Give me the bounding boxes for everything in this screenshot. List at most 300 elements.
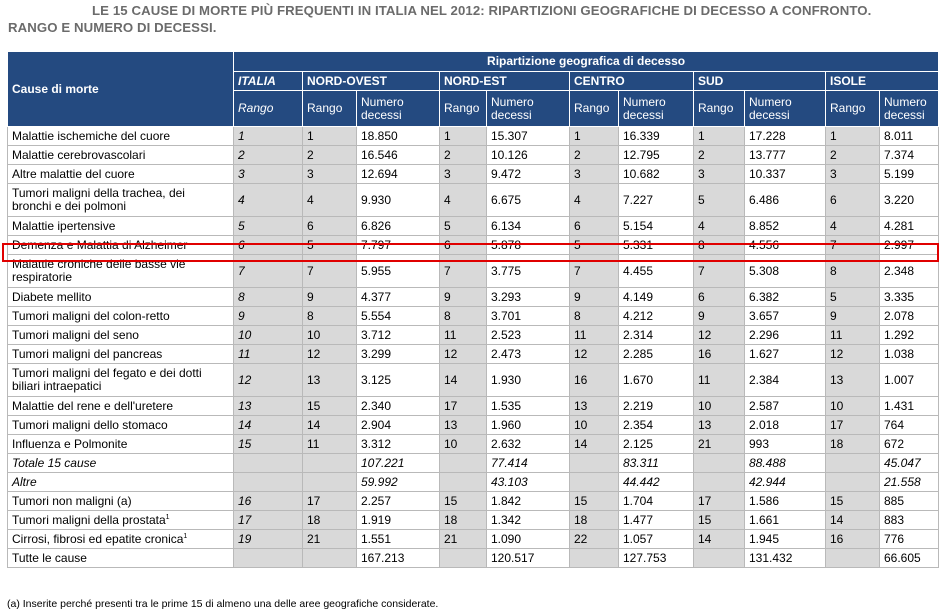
rank-cell: 3 [303,165,357,184]
cause-cell: Diabete mellito [8,288,234,307]
rank-cell: 17 [694,492,745,511]
rank-cell: 15 [303,397,357,416]
rank-cell [303,473,357,492]
italia-rank-cell [234,473,303,492]
rank-cell [440,473,487,492]
table-row [8,473,939,492]
cause-cell: Tumori maligni del fegato e dei dotti biliari intraepatici [8,364,234,397]
rank-cell: 9 [303,288,357,307]
header-rango: Rango [694,91,745,127]
rank-cell: 5 [570,236,619,255]
deaths-cell: 6.675 [487,184,570,217]
rank-cell: 14 [303,416,357,435]
rank-cell: 10 [826,397,880,416]
rank-cell: 2 [440,146,487,165]
header-numero-decessi [619,91,694,127]
header-rango: Rango [570,91,619,127]
header-numero-line2: decessi [884,107,925,122]
rank-cell: 3 [440,165,487,184]
deaths-cell: 1.919 [357,511,440,530]
rank-cell: 7 [570,255,619,288]
rank-cell [694,473,745,492]
title-line-1: LE 15 CAUSE DI MORTE PIÙ FREQUENTI IN ITALIA NEL 2012: RIPARTIZIONI GEOGRAFICHE DI DECESSO A CONFRONTO. [92,3,872,18]
rank-cell [440,549,487,568]
deaths-cell: 8.011 [880,127,939,146]
rank-cell: 13 [440,416,487,435]
rank-cell: 15 [694,511,745,530]
header-numero-line1: Numero [491,94,534,109]
rank-cell: 9 [826,307,880,326]
deaths-cell: 6.382 [745,288,826,307]
rank-cell: 10 [440,435,487,454]
rank-cell: 17 [826,416,880,435]
rank-cell: 4 [440,184,487,217]
italia-rank-cell: 19 [234,530,303,549]
italia-rank-cell: 4 [234,184,303,217]
table-row [8,345,939,364]
deaths-cell: 3.312 [357,435,440,454]
rank-cell: 12 [303,345,357,364]
deaths-cell: 7.374 [880,146,939,165]
deaths-cell: 2.314 [619,326,694,345]
rank-cell: 9 [440,288,487,307]
deaths-cell: 4.281 [880,217,939,236]
deaths-cell: 2.904 [357,416,440,435]
deaths-cell: 3.775 [487,255,570,288]
deaths-cell: 3.712 [357,326,440,345]
italia-rank-cell: 5 [234,217,303,236]
deaths-cell: 2.125 [619,435,694,454]
header-numero-line2: decessi [491,107,532,122]
rank-cell: 5 [826,288,880,307]
rank-cell: 4 [570,184,619,217]
header-numero-line2: decessi [749,107,790,122]
causes-of-death-table [7,51,939,568]
deaths-cell: 59.992 [357,473,440,492]
cause-cell: Tumori maligni dello stomaco [8,416,234,435]
rank-cell: 3 [570,165,619,184]
rank-cell: 13 [570,397,619,416]
header-numero-line1: Numero [884,94,927,109]
deaths-cell: 42.944 [745,473,826,492]
rank-cell [826,473,880,492]
rank-cell: 3 [694,165,745,184]
rank-cell: 15 [440,492,487,511]
rank-cell: 11 [826,326,880,345]
deaths-cell: 4.556 [745,236,826,255]
deaths-cell: 1.007 [880,364,939,397]
italia-rank-cell [234,454,303,473]
deaths-cell: 8.852 [745,217,826,236]
table-row [8,364,939,397]
deaths-cell: 5.955 [357,255,440,288]
rank-cell: 15 [826,492,880,511]
deaths-cell: 764 [880,416,939,435]
rank-cell: 8 [570,307,619,326]
italia-rank-cell: 1 [234,127,303,146]
deaths-cell: 2.384 [745,364,826,397]
italia-rank-cell: 12 [234,364,303,397]
deaths-cell: 1.090 [487,530,570,549]
rank-cell: 22 [570,530,619,549]
deaths-cell: 4.149 [619,288,694,307]
deaths-cell: 3.293 [487,288,570,307]
rank-cell: 1 [826,127,880,146]
rank-cell: 18 [303,511,357,530]
cause-cell: Tumori maligni del seno [8,326,234,345]
italia-rank-cell: 13 [234,397,303,416]
deaths-cell: 2.018 [745,416,826,435]
rank-cell: 15 [570,492,619,511]
deaths-cell: 21.558 [880,473,939,492]
header-numero-decessi [487,91,570,127]
cause-cell: Tumori maligni del pancreas [8,345,234,364]
deaths-cell: 77.414 [487,454,570,473]
rank-cell: 7 [826,236,880,255]
rank-cell [694,454,745,473]
deaths-cell: 672 [880,435,939,454]
table-row [8,492,939,511]
rank-cell [826,549,880,568]
deaths-cell: 9.472 [487,165,570,184]
header-group: Ripartizione geografica di decesso [234,52,939,72]
deaths-cell: 1.535 [487,397,570,416]
deaths-cell: 2.997 [880,236,939,255]
italia-rank-cell: 7 [234,255,303,288]
rank-cell: 8 [694,236,745,255]
deaths-cell: 5.554 [357,307,440,326]
table-row [8,255,939,288]
rank-cell: 8 [440,307,487,326]
deaths-cell: 1.586 [745,492,826,511]
deaths-cell: 5.878 [487,236,570,255]
rank-cell: 6 [694,288,745,307]
rank-cell: 6 [303,217,357,236]
deaths-cell: 12.694 [357,165,440,184]
deaths-cell: 2.348 [880,255,939,288]
cause-cell: Influenza e Polmonite [8,435,234,454]
deaths-cell: 2.257 [357,492,440,511]
rank-cell: 8 [303,307,357,326]
header-numero-decessi [745,91,826,127]
deaths-cell: 776 [880,530,939,549]
rank-cell: 16 [570,364,619,397]
header-numero-decessi [357,91,440,127]
deaths-cell: 3.125 [357,364,440,397]
rank-cell [440,454,487,473]
deaths-cell: 4.455 [619,255,694,288]
deaths-cell: 3.220 [880,184,939,217]
deaths-cell: 2.078 [880,307,939,326]
deaths-cell: 7.797 [357,236,440,255]
deaths-cell: 2.296 [745,326,826,345]
italia-rank-cell: 16 [234,492,303,511]
rank-cell: 6 [440,236,487,255]
italia-rank-cell: 2 [234,146,303,165]
rank-cell: 7 [440,255,487,288]
footnote: (a) Inserite perché presenti tra le prime 15 di almeno una delle aree geografiche considerate. [7,598,439,610]
rank-cell [570,473,619,492]
rank-cell: 12 [440,345,487,364]
deaths-cell: 10.682 [619,165,694,184]
rank-cell: 10 [694,397,745,416]
deaths-cell: 1.627 [745,345,826,364]
deaths-cell: 1.661 [745,511,826,530]
rank-cell: 9 [570,288,619,307]
deaths-cell: 1.670 [619,364,694,397]
rank-cell: 5 [440,217,487,236]
table-row [8,127,939,146]
deaths-cell: 5.331 [619,236,694,255]
deaths-cell: 1.057 [619,530,694,549]
cause-cell: Tutte le cause [8,549,234,568]
rank-cell: 7 [694,255,745,288]
rank-cell: 1 [570,127,619,146]
deaths-cell: 107.221 [357,454,440,473]
deaths-cell: 127.753 [619,549,694,568]
rank-cell [303,454,357,473]
deaths-cell: 17.228 [745,127,826,146]
deaths-cell: 1.960 [487,416,570,435]
rank-cell: 13 [694,416,745,435]
deaths-cell: 6.826 [357,217,440,236]
document-title [8,2,938,36]
deaths-cell: 120.517 [487,549,570,568]
deaths-cell: 45.047 [880,454,939,473]
rank-cell: 3 [826,165,880,184]
rank-cell: 17 [440,397,487,416]
deaths-cell: 993 [745,435,826,454]
italia-rank-cell [234,549,303,568]
italia-rank-cell: 10 [234,326,303,345]
deaths-cell: 1.945 [745,530,826,549]
deaths-cell: 13.777 [745,146,826,165]
header-numero-line1: Numero [623,94,666,109]
deaths-cell: 6.134 [487,217,570,236]
italia-rank-cell: 17 [234,511,303,530]
table-row [8,165,939,184]
header-italia: ITALIA [234,72,303,91]
italia-rank-cell: 15 [234,435,303,454]
rank-cell [694,549,745,568]
rank-cell: 11 [694,364,745,397]
header-rango: Rango [303,91,357,127]
deaths-cell: 2.473 [487,345,570,364]
deaths-cell: 10.126 [487,146,570,165]
rank-cell: 5 [303,236,357,255]
rank-cell: 7 [303,255,357,288]
rank-cell: 14 [826,511,880,530]
rank-cell: 6 [570,217,619,236]
table-row [8,288,939,307]
deaths-cell: 16.339 [619,127,694,146]
deaths-cell: 2.285 [619,345,694,364]
rank-cell: 5 [694,184,745,217]
deaths-cell: 2.523 [487,326,570,345]
deaths-cell: 88.488 [745,454,826,473]
rank-cell: 11 [303,435,357,454]
header-rango: Rango [234,91,303,127]
header-region: CENTRO [570,72,694,91]
cause-cell: Tumori maligni della trachea, dei bronchi e dei polmoni [8,184,234,217]
italia-rank-cell: 6 [234,236,303,255]
header-causes: Cause di morte [8,52,234,127]
header-region: ISOLE [826,72,939,91]
table-row [8,146,939,165]
deaths-cell: 167.213 [357,549,440,568]
deaths-cell: 1.930 [487,364,570,397]
rank-cell: 13 [826,364,880,397]
italia-rank-cell: 11 [234,345,303,364]
header-region: NORD-OVEST [303,72,440,91]
deaths-cell: 15.307 [487,127,570,146]
deaths-cell: 1.477 [619,511,694,530]
cause-cell: Malattie ipertensive [8,217,234,236]
table-row [8,416,939,435]
rank-cell: 12 [694,326,745,345]
header-region: NORD-EST [440,72,570,91]
cause-cell: Malattie ischemiche del cuore [8,127,234,146]
deaths-cell: 1.431 [880,397,939,416]
deaths-cell: 1.038 [880,345,939,364]
italia-rank-cell: 14 [234,416,303,435]
deaths-cell: 18.850 [357,127,440,146]
header-rango: Rango [440,91,487,127]
deaths-cell: 5.199 [880,165,939,184]
deaths-cell: 2.632 [487,435,570,454]
deaths-cell: 2.587 [745,397,826,416]
cause-cell: Malattie cerebrovascolari [8,146,234,165]
rank-cell: 12 [570,345,619,364]
table-row [8,326,939,345]
deaths-cell: 883 [880,511,939,530]
rank-cell: 4 [826,217,880,236]
rank-cell: 21 [440,530,487,549]
rank-cell: 10 [303,326,357,345]
table-row [8,236,939,255]
rank-cell: 18 [826,435,880,454]
italia-rank-cell: 8 [234,288,303,307]
header-numero-decessi [880,91,939,127]
rank-cell: 4 [303,184,357,217]
rank-cell: 8 [826,255,880,288]
rank-cell: 14 [570,435,619,454]
rank-cell: 2 [570,146,619,165]
header-rango: Rango [826,91,880,127]
table-row [8,454,939,473]
deaths-cell: 1.704 [619,492,694,511]
rank-cell: 2 [826,146,880,165]
deaths-cell: 3.657 [745,307,826,326]
rank-cell: 4 [694,217,745,236]
deaths-cell: 66.605 [880,549,939,568]
rank-cell: 17 [303,492,357,511]
cause-cell: Altre [8,473,234,492]
deaths-cell: 3.299 [357,345,440,364]
rank-cell: 16 [826,530,880,549]
deaths-cell: 1.842 [487,492,570,511]
title-line-2: RANGO E NUMERO DI DECESSI. [8,20,217,35]
deaths-cell: 2.340 [357,397,440,416]
rank-cell [570,454,619,473]
table-row [8,217,939,236]
rank-cell: 6 [826,184,880,217]
deaths-cell: 12.795 [619,146,694,165]
rank-cell: 1 [694,127,745,146]
cause-cell: Malattie croniche delle basse vie respiratorie [8,255,234,288]
table-row [8,435,939,454]
deaths-cell: 44.442 [619,473,694,492]
deaths-cell: 4.377 [357,288,440,307]
rank-cell: 21 [694,435,745,454]
deaths-cell: 83.311 [619,454,694,473]
rank-cell: 1 [303,127,357,146]
rank-cell: 18 [440,511,487,530]
header-numero-line1: Numero [361,94,404,109]
rank-cell: 11 [440,326,487,345]
deaths-cell: 10.337 [745,165,826,184]
italia-rank-cell: 9 [234,307,303,326]
rank-cell: 21 [303,530,357,549]
table-row [8,530,939,549]
cause-cell: Totale 15 cause [8,454,234,473]
header-numero-line2: decessi [623,107,664,122]
cause-cell: Demenza e Malattia di Alzheimer [8,236,234,255]
deaths-cell: 9.930 [357,184,440,217]
deaths-cell: 2.354 [619,416,694,435]
deaths-cell: 6.486 [745,184,826,217]
table-row [8,397,939,416]
italia-rank-cell: 3 [234,165,303,184]
cause-cell: Altre malattie del cuore [8,165,234,184]
deaths-cell: 5.154 [619,217,694,236]
deaths-cell: 885 [880,492,939,511]
table-row [8,184,939,217]
cause-cell: Tumori non maligni (a) [8,492,234,511]
cause-cell: Cirrosi, fibrosi ed epatite cronica$^1$ [8,530,234,549]
rank-cell: 1 [440,127,487,146]
deaths-cell: 1.292 [880,326,939,345]
rank-cell: 13 [303,364,357,397]
deaths-cell: 131.432 [745,549,826,568]
header-region: SUD [694,72,826,91]
deaths-cell: 1.342 [487,511,570,530]
rank-cell: 14 [440,364,487,397]
cause-cell: Tumori maligni del colon-retto [8,307,234,326]
header-numero-line2: decessi [361,107,402,122]
deaths-cell: 3.335 [880,288,939,307]
cause-cell: Malattie del rene e dell'uretere [8,397,234,416]
deaths-cell: 2.219 [619,397,694,416]
rank-cell [303,549,357,568]
rank-cell: 14 [694,530,745,549]
table-row [8,307,939,326]
rank-cell [570,549,619,568]
rank-cell: 12 [826,345,880,364]
rank-cell [826,454,880,473]
rank-cell: 9 [694,307,745,326]
deaths-cell: 1.551 [357,530,440,549]
rank-cell: 11 [570,326,619,345]
rank-cell: 2 [694,146,745,165]
header-numero-line1: Numero [749,94,792,109]
deaths-cell: 4.212 [619,307,694,326]
rank-cell: 10 [570,416,619,435]
cause-cell: Tumori maligni della prostata$^1$ [8,511,234,530]
deaths-cell: 5.308 [745,255,826,288]
deaths-cell: 43.103 [487,473,570,492]
table-row [8,511,939,530]
